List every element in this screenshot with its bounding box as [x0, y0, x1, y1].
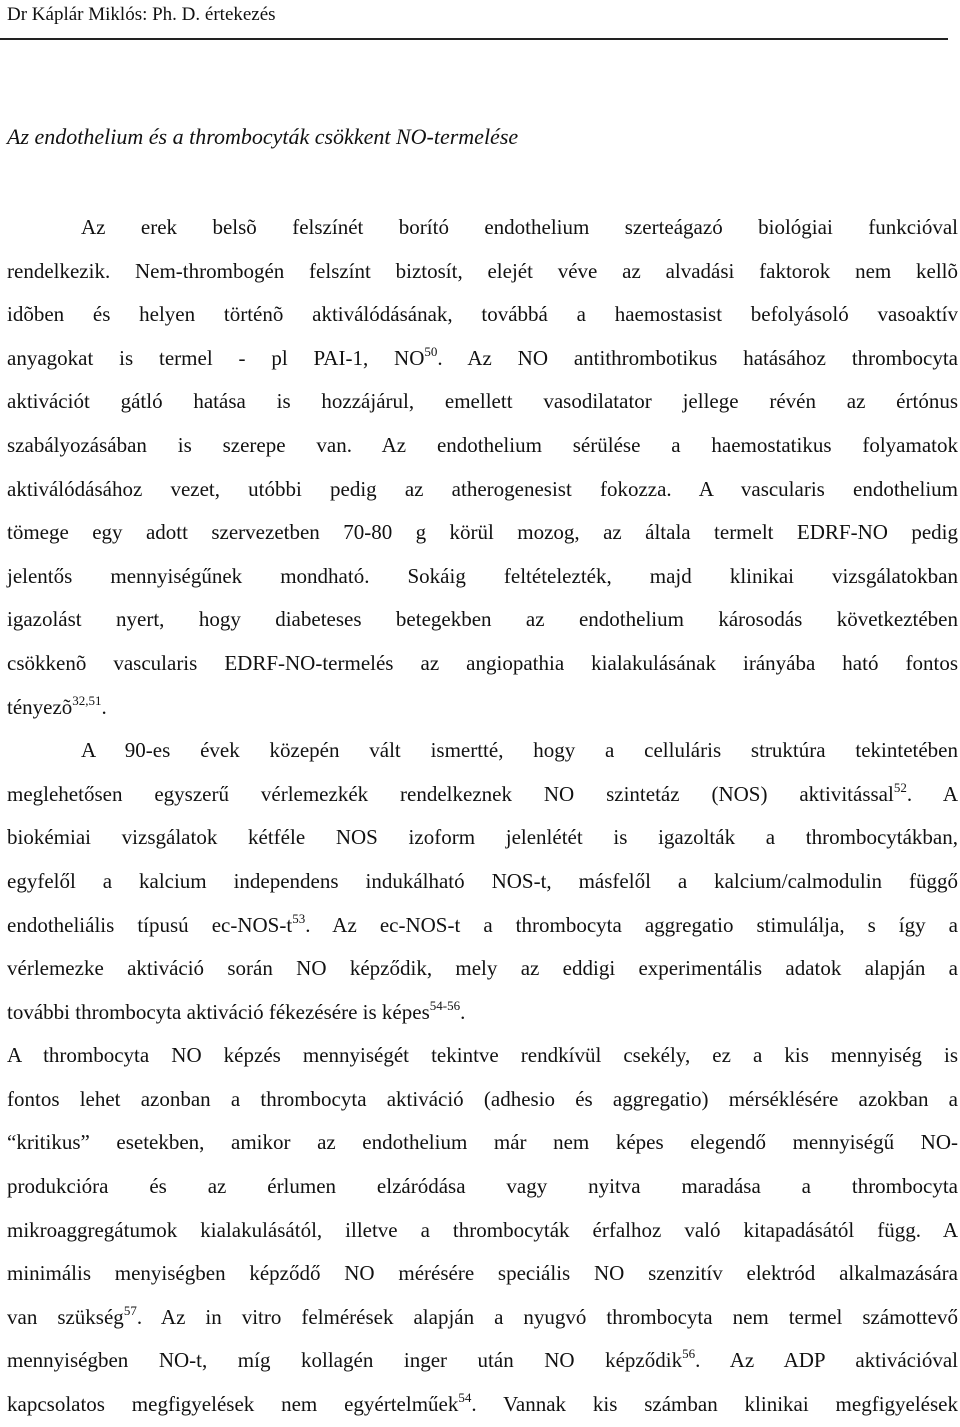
text-line: tömege egy adott szervezetben 70-80 g körül mozog, az általa termelt EDRF-NO pedig — [7, 520, 958, 545]
citation-superscript: 56 — [682, 1346, 696, 1362]
text-line: produkcióra és az érlumen elzáródása vagy nyitva maradása a thrombocyta — [7, 1174, 958, 1199]
citation-superscript: 32,51 — [72, 692, 102, 708]
citation-superscript: 53 — [292, 910, 306, 926]
text-line: mennyiségben NO-t, míg kollagén inger után NO képződik$^{56}$. Az ADP aktivációval — [7, 1346, 958, 1373]
text-line: idõben és helyen történõ aktiválódásának, továbbá a haemostasist befolyásoló vasoaktív — [7, 302, 958, 327]
text-line: jelentős mennyiségűnek mondható. Sokáig feltételezték, majd klinikai vizsgálatokban — [7, 563, 958, 588]
text-line: kapcsolatos megfigyelések nem egyértelműek$^{54}$. Vannak kis számban klinikai megfigyelések — [7, 1390, 958, 1417]
text-line: A thrombocyta NO képzés mennyiségét tekintve rendkívül csekély, ez a kis mennyiség is — [7, 1043, 958, 1068]
text-line: van szükség$^{57}$. Az in vitro felmérések alapján a nyugvó thrombocyta nem termel számottevő — [7, 1302, 958, 1329]
citation-superscript: 52 — [893, 779, 907, 795]
body-text — [7, 206, 958, 1427]
running-head: Dr Káplár Miklós: Ph. D. értekezés — [7, 4, 276, 25]
citation-superscript: 57 — [123, 1302, 137, 1318]
text-line: tényezõ$^{32,51}$. — [7, 692, 107, 719]
citation-superscript: 54 — [458, 1390, 472, 1406]
text-line: csökkenõ vascularis EDRF-NO-termelés az angiopathia kialakulásának irányába ható fontos — [7, 650, 958, 675]
text-line: további thrombocyta aktiváció fékezésére is képes$^{54-56}$. — [7, 997, 466, 1024]
text-line: “kritikus” esetekben, amikor az endothelium már nem képes elegendő mennyiségű NO- — [7, 1130, 958, 1155]
text-line: fontos lehet azonban a thrombocyta aktiváció (adhesio és aggregatio) mérséklésére azokban a — [7, 1086, 958, 1111]
text-line: szabályozásában is szerepe van. Az endothelium sérülése a haemostatikus folyamatok — [7, 432, 958, 457]
text-line: anyagokat is termel - pl PAI-1, NO$^{50}$. Az NO antithrombotikus hatásához thrombocyta — [7, 343, 958, 370]
text-line: A 90-es évek közepén vált ismertté, hogy a celluláris struktúra tekintetében — [81, 738, 958, 763]
text-line: vérlemezke aktiváció során NO képződik, mely az eddigi experimentális adatok alapján a — [7, 956, 958, 981]
text-line: igazolást nyert, hogy diabeteses betegekben az endothelium károsodás következtében — [7, 607, 958, 632]
header-rule — [0, 38, 948, 40]
text-line: rendelkezik. Nem-thrombogén felszínt biztosít, elejét véve az alvadási faktorok nem kellõ — [7, 258, 958, 283]
text-line: mikroaggregátumok kialakulásától, illetve a thrombocyták érfalhoz való kitapadásától függ. A — [7, 1217, 958, 1242]
text-line: endotheliális típusú $ec-NOS-t^{53}$. Az ec-NOS-t a thrombocyta aggregatio stimulálja, s így a — [7, 910, 958, 937]
text-line: egyfelől a kalcium independens indukálható NOS-t, másfelől a kalcium/calmodulin függő — [7, 868, 958, 893]
text-line: biokémiai vizsgálatok kétféle NOS izoform jelenlétét is igazolták a thrombocytákban, — [7, 825, 958, 850]
text-line: meglehetősen egyszerű vérlemezkék rendelkeznek NO szintetáz (NOS) aktivitással$^{52}$. A — [7, 779, 958, 806]
text-line: minimális menyiségben képződő NO mérésére speciális NO szenzitív elektród alkalmazására — [7, 1261, 958, 1286]
text-line: aktiválódásához vezet, utóbbi pedig az atherogenesist fokozza. A vascularis endothelium — [7, 476, 958, 501]
citation-superscript: 54-56 — [429, 997, 461, 1013]
citation-superscript: 50 — [424, 343, 438, 359]
section-title: Az endothelium és a thrombocyták csökkent NO-termelése — [7, 124, 519, 149]
text-line: Az erek belsõ felszínét borító endothelium szerteágazó biológiai funkcióval — [81, 215, 958, 239]
text-line: aktivációt gátló hatása is hozzájárul, emellett vasodilatator jellege révén az értónus — [7, 389, 958, 414]
